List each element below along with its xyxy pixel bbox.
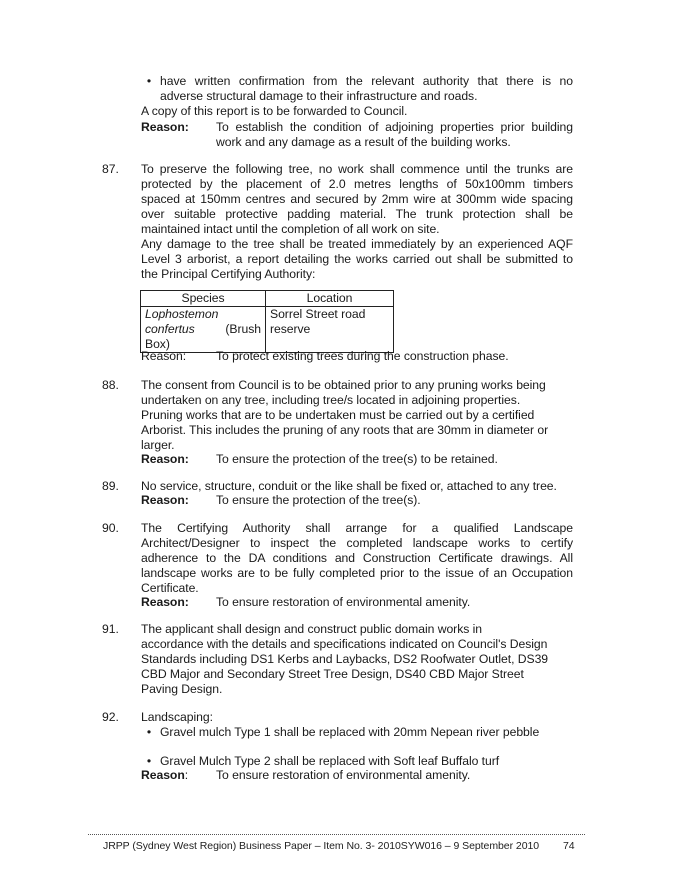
clause-number: 92. (102, 710, 119, 724)
footer-text: JRPP (Sydney West Region) Business Paper – Item No. 3- 2010SYW016 – 9 September 2010 (103, 840, 540, 852)
clause-number: 91. (102, 622, 119, 636)
reason-text: To ensure restoration of environmental amenity. (216, 595, 471, 609)
reason-label: Reason: (141, 493, 189, 507)
clause-line: maintained intact until the completion of all work on site. (141, 222, 440, 236)
clause-line: accordance with the details and specifications indicated on Council's Design (141, 637, 548, 651)
reason-colon: : (184, 768, 189, 782)
clause-line: To preserve the following tree, no work shall commence until the trunks are (141, 162, 573, 176)
reason-label: Reason: (141, 120, 189, 134)
clause-line: protected by the placement of 2.0 metres lengths of 50x100mm timbers (141, 177, 573, 191)
clause-line: Architect/Designer to inspect the completed landscape works to certify (141, 536, 573, 550)
column-header-location: Location (266, 291, 394, 307)
reason-label: Reason: (141, 349, 187, 363)
bullet-symbol: • (146, 725, 152, 739)
clause-number: 89. (102, 479, 119, 493)
reason-label-group (141, 768, 188, 783)
reason-label: Reason: (141, 452, 189, 466)
clause-line: the Principal Certifying Authority: (141, 267, 316, 281)
column-header-species: Species (141, 291, 266, 307)
common-name-line: Box) (145, 337, 170, 351)
clause-line: Level 3 arborist, a report detailing the works carried out shall be submitted to (141, 252, 573, 266)
species-name-line: Lophostemon (145, 307, 219, 321)
bullet-item: Gravel Mulch Type 2 shall be replaced with Soft leaf Buffalo turf (160, 754, 500, 768)
clause-line: spaced at 150mm centres and secured by 2mm wire at 300mm wide spacing (141, 192, 573, 206)
location-line: Sorrel Street road (270, 307, 366, 321)
clause-line: undertaken on any tree, including tree/s located in adjoining properties. (141, 393, 521, 407)
species-cell (141, 307, 266, 353)
reason-text: To ensure the protection of the tree(s). (216, 493, 421, 507)
clause-line: The applicant shall design and construct public domain works in (141, 622, 482, 636)
clause-number: 88. (102, 378, 119, 392)
copy-note: A copy of this report is to be forwarded to Council. (141, 104, 408, 118)
table-row (141, 307, 394, 353)
clause-line: Arborist. This includes the pruning of any roots that are 30mm in diameter or (141, 423, 549, 437)
common-name-part: (Brush (225, 322, 261, 336)
location-cell (266, 307, 394, 353)
clause-line: Certificate. (141, 581, 199, 595)
clause-number: 87. (102, 162, 119, 176)
bullet-symbol: • (146, 754, 152, 768)
clause-line: Paving Design. (141, 682, 223, 696)
reason-text: work and any damage as a result of the building works. (216, 135, 511, 149)
page-number: 74 (563, 840, 575, 852)
reason-text: To ensure restoration of environmental amenity. (216, 768, 471, 782)
clause-line: larger. (141, 438, 175, 452)
species-name-part: confertus (145, 322, 195, 336)
location-line: reserve (270, 322, 311, 336)
clause-line: Pruning works that are to be undertaken must be carried out by a certified (141, 408, 535, 422)
species-name-line (145, 322, 261, 337)
clause-line: The consent from Council is to be obtained prior to any pruning works being (141, 378, 546, 392)
reason-text: To establish the condition of adjoining properties prior building (216, 120, 573, 134)
tree-table (140, 290, 394, 353)
table-header-row (141, 291, 394, 307)
footer-divider (88, 834, 585, 835)
clause-line: landscape works are to be fully completed prior to the issue of an Occupation (141, 566, 573, 580)
bullet-item: Gravel mulch Type 1 shall be replaced with 20mm Nepean river pebble (160, 725, 540, 739)
bullet-symbol: • (146, 74, 152, 88)
bullet-line: adverse structural damage to their infrastructure and roads. (160, 89, 478, 103)
clause-line: over suitable protective padding material. The trunk protection shall be (141, 207, 573, 221)
clause-number: 90. (102, 521, 119, 535)
clause-line: adherence to the DA conditions and Construction Certificate drawings. All (141, 551, 573, 565)
clause-line: No service, structure, conduit or the like shall be fixed or, attached to any tree. (141, 479, 557, 493)
clause-line: Any damage to the tree shall be treated immediately by an experienced AQF (141, 237, 573, 251)
clause-line: CBD Major and Secondary Street Tree Design, DS40 CBD Major Street (141, 667, 524, 681)
clause-line: The Certifying Authority shall arrange for a qualified Landscape (141, 521, 573, 535)
clause-heading: Landscaping: (141, 710, 213, 724)
reason-label: Reason (141, 768, 185, 782)
reason-text: To protect existing trees during the construction phase. (216, 349, 509, 363)
clause-line: Standards including DS1 Kerbs and Laybacks, DS2 Roofwater Outlet, DS39 (141, 652, 549, 666)
bullet-line: have written confirmation from the relevant authority that there is no (160, 74, 573, 88)
reason-text: To ensure the protection of the tree(s) to be retained. (216, 452, 498, 466)
reason-label: Reason: (141, 595, 189, 609)
